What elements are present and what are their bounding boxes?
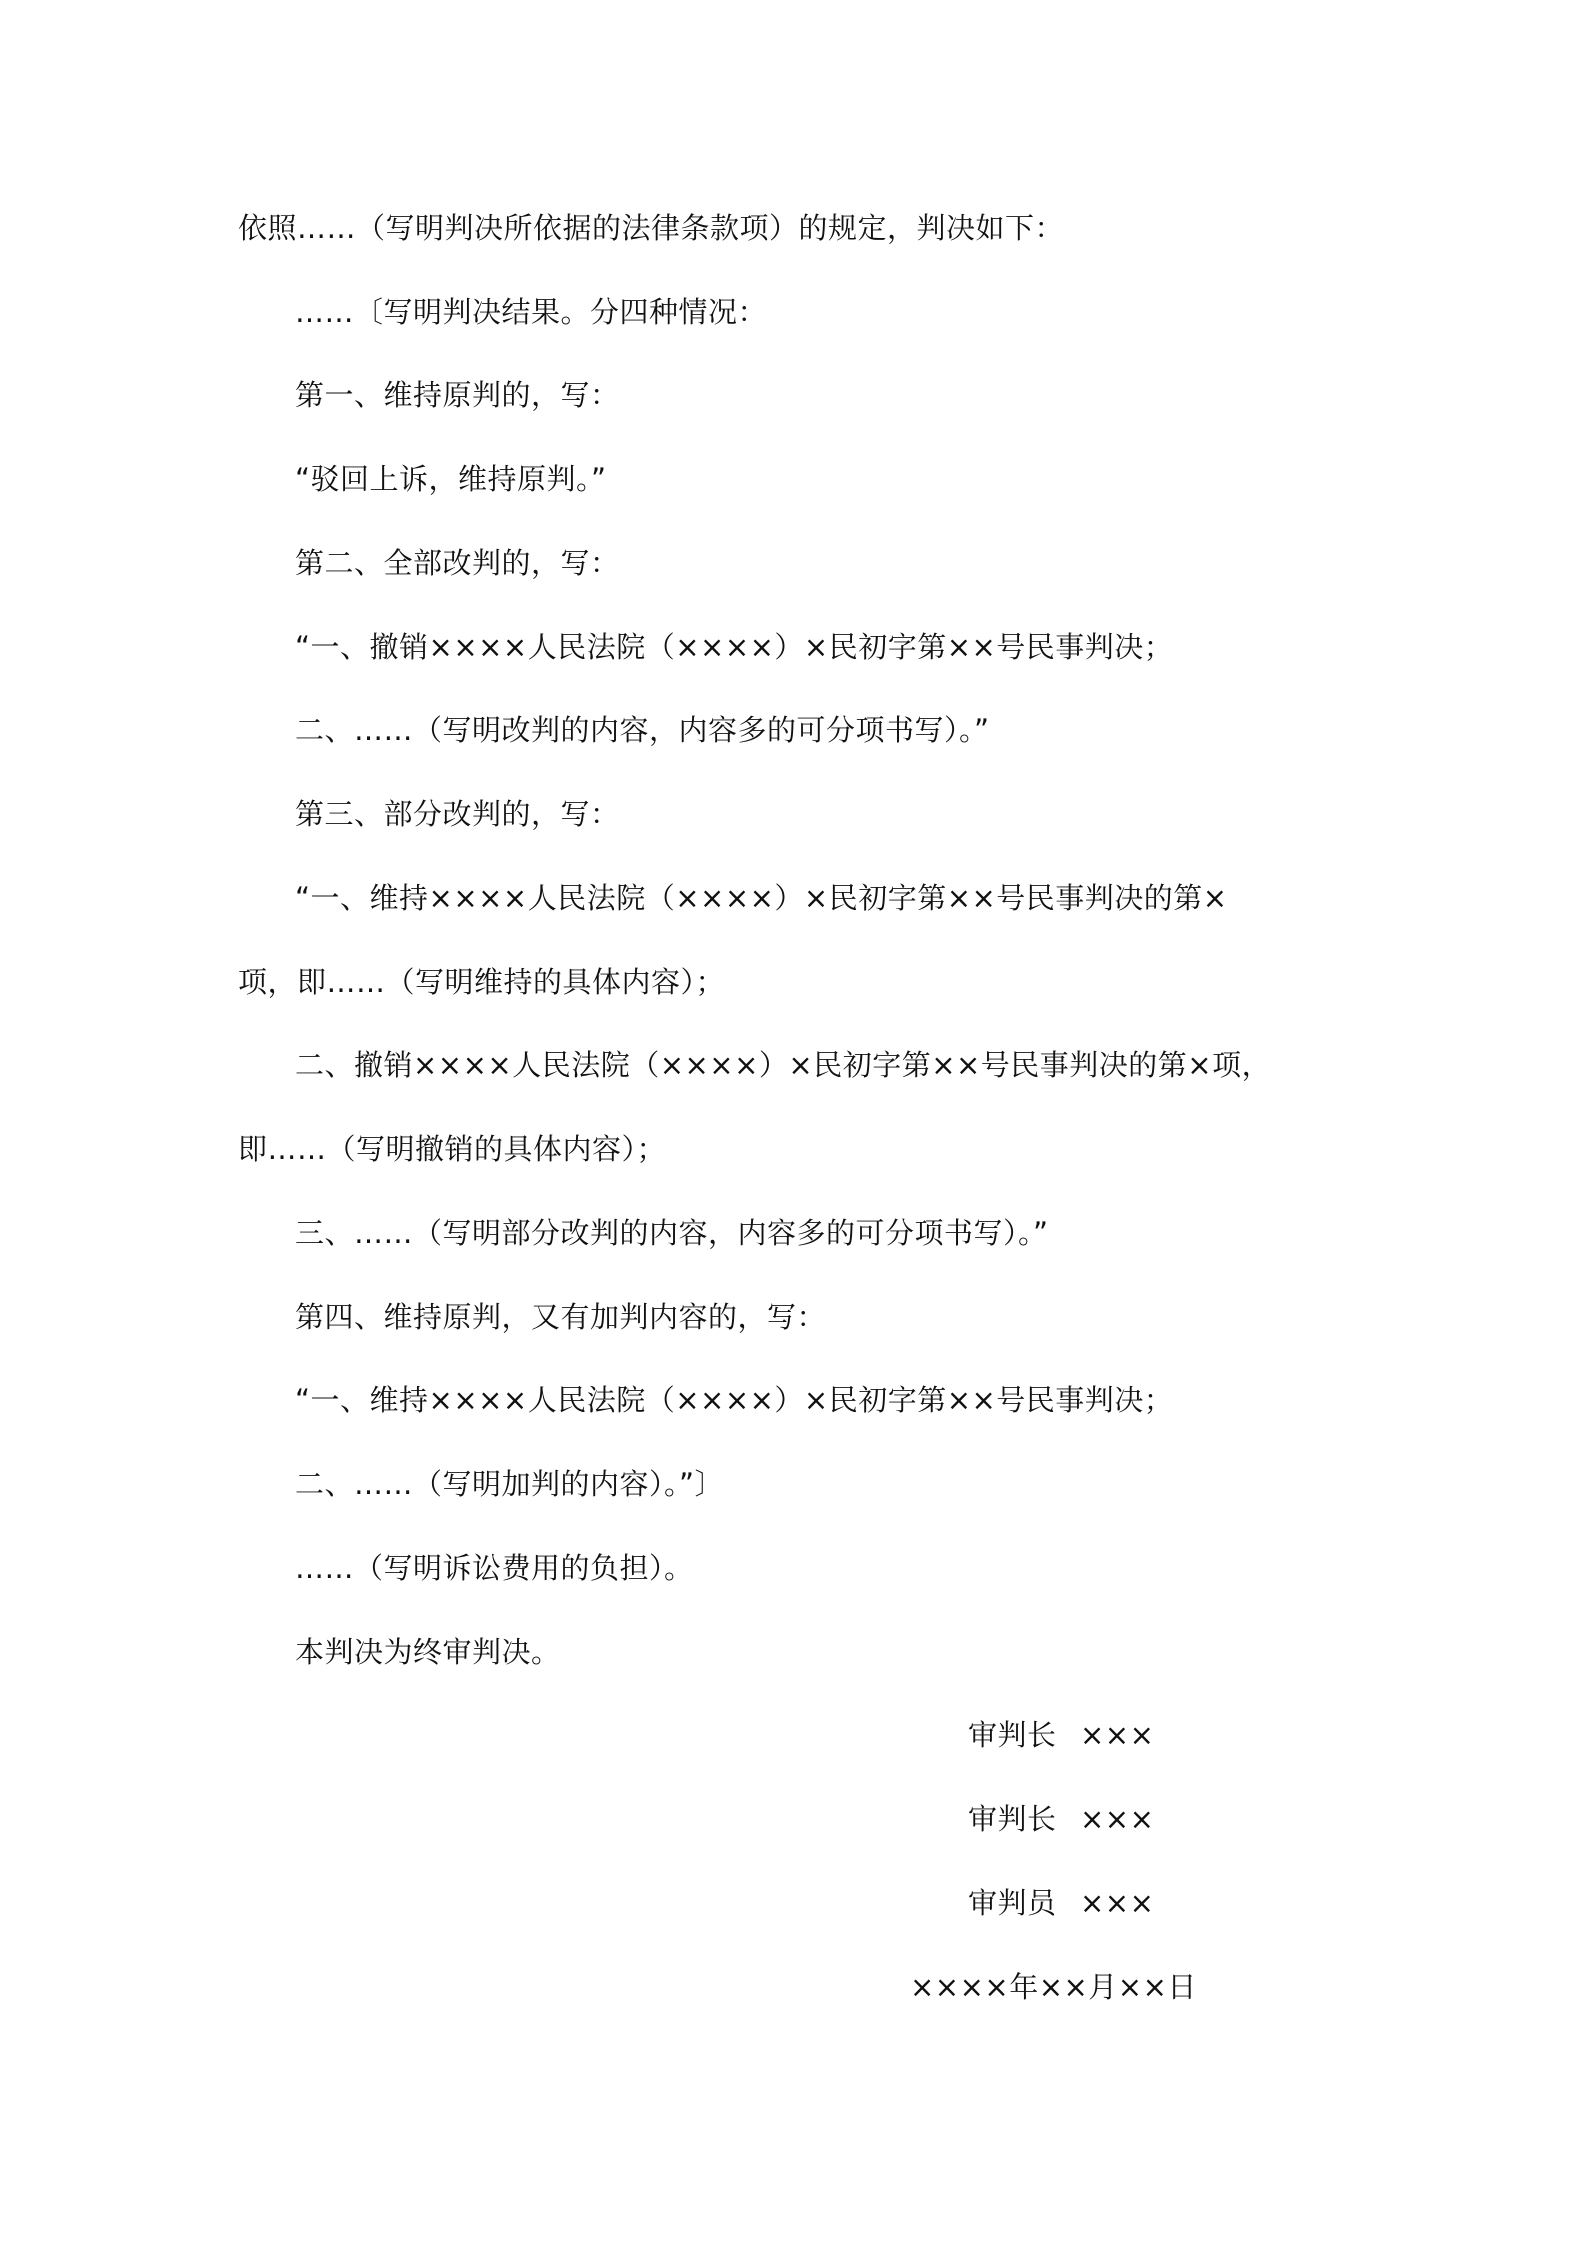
signature-title-2: 审判长 bbox=[968, 1802, 1057, 1836]
signature-title-1: 审判长 bbox=[968, 1718, 1057, 1752]
judgment-result-intro: ……〔写明判决结果。分四种情况： bbox=[295, 295, 768, 329]
case-one-text: “驳回上诉，维持原判。” bbox=[295, 462, 607, 496]
case-three-item-two: 二、撤销××××人民法院（××××）×民初字第××号民事判决的第×项， bbox=[295, 1048, 1272, 1082]
case-three-heading: 第三、部分改判的，写： bbox=[295, 797, 620, 831]
signature-title-3: 审判员 bbox=[968, 1886, 1057, 1920]
signature-name-3: ××× bbox=[1080, 1886, 1155, 1920]
legal-basis-paragraph: 依照……（写明判决所依据的法律条款项）的规定，判决如下： bbox=[238, 211, 1065, 245]
judgment-date: ××××年××月××日 bbox=[910, 1970, 1197, 2004]
case-one-heading: 第一、维持原判的，写： bbox=[295, 378, 620, 412]
case-three-item-two-cont: 即……（写明撤销的具体内容）； bbox=[238, 1132, 667, 1166]
signature-name-1: ××× bbox=[1080, 1718, 1155, 1752]
case-three-item-one: “一、维持××××人民法院（××××）×民初字第××号民事判决的第× bbox=[295, 881, 1228, 915]
case-four-heading: 第四、维持原判，又有加判内容的，写： bbox=[295, 1300, 827, 1334]
case-three-item-three: 三、……（写明部分改判的内容，内容多的可分项书写）。” bbox=[295, 1216, 1049, 1250]
final-judgment-statement: 本判决为终审判决。 bbox=[295, 1635, 561, 1669]
case-two-heading: 第二、全部改判的，写： bbox=[295, 546, 620, 580]
signature-name-2: ××× bbox=[1080, 1802, 1155, 1836]
case-four-item-one: “一、维持××××人民法院（××××）×民初字第××号民事判决； bbox=[295, 1383, 1174, 1417]
case-three-item-one-cont: 项，即……（写明维持的具体内容）； bbox=[238, 965, 726, 999]
litigation-costs-paragraph: ……（写明诉讼费用的负担）。 bbox=[295, 1551, 694, 1585]
case-four-item-two: 二、……（写明加判的内容）。”〕 bbox=[295, 1467, 725, 1501]
case-two-item-two: 二、……（写明改判的内容，内容多的可分项书写）。” bbox=[295, 713, 990, 747]
case-two-item-one: “一、撤销××××人民法院（××××）×民初字第××号民事判决； bbox=[295, 630, 1174, 664]
